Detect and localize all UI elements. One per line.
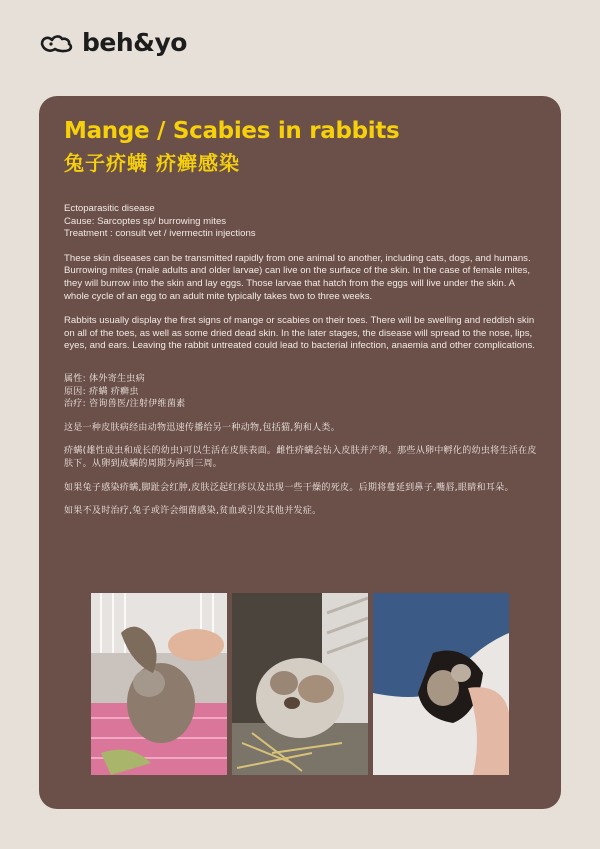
photo-strip [91,593,509,775]
paragraph-english: Rabbits usually display the first signs of mange or scabies on their toes. There will be swelling and reddish skin on all of the toes, as well as some dried dead skin. In the later stages, the disease will spread to the nose, lips, eyes, and ears. Leaving the rabbit untreated could lead to bacterial infection, anaemia and other complications. [64,315,535,352]
title-english: Mange / Scabies in rabbits [64,118,400,144]
paragraph-chinese: 如果不及时治疗,兔子或许会细菌感染,贫血或引发其他并发症。 [64,506,322,517]
paragraph-english: These skin diseases can be transmitted rapidly from one animal to another, including cats, dogs, and humans. Burrowing mites (male adults and older larvae) can live on the surface of the skin. In the case of female mites, they will burrow into the skin and lay eggs. Those larvae that hatch from the eggs will live under the skin. A whole cycle of an egg to an adult mite typically takes two to three weeks. [64,252,531,302]
paragraph-chinese: 这是一种皮肤病经由动物迅速传播给另一种动物,包括猫,狗和人类。 [64,422,341,433]
fact-line: Ectoparasitic disease [64,203,155,214]
photo-rabbit-paw [373,593,509,775]
facts-english [64,203,537,241]
title-chinese: 兔子疥螨 疥癣感染 [64,151,240,175]
paragraph-chinese: 疥螨(雄性成虫和成长的幼虫)可以生活在皮肤表面。雌性疥螨会钻入皮肤并产卵。那些从卵中孵化的幼虫将生活在皮肤下。从卵到成螨的周期为两到三周。 [64,446,537,469]
info-card [39,96,561,809]
photo-rabbit-in-cage [91,593,227,775]
facts-chinese [64,373,537,411]
photo-rabbit-on-hay [232,593,368,775]
brand-logo [38,28,187,57]
brand-name: beh&yo [82,28,187,57]
fact-line: Treatment : consult vet / ivermectin injections [64,228,256,240]
fact-line: 治疗: 咨询兽医/注射伊维菌素 [64,399,186,410]
paragraph-chinese: 如果兔子感染疥螨,脚趾会红肿,皮肤泛起红疹以及出现一些干燥的死皮。后期将蔓延到鼻子,嘴唇,眼睛和耳朵。 [64,482,514,493]
rabbit-outline-icon [38,32,76,54]
fact-line: 属性: 体外寄生虫病 [64,373,145,384]
fact-line: Cause: Sarcoptes sp/ burrowing mites [64,215,227,227]
fact-line: 原因: 疥螨 疥癣虫 [64,386,139,397]
